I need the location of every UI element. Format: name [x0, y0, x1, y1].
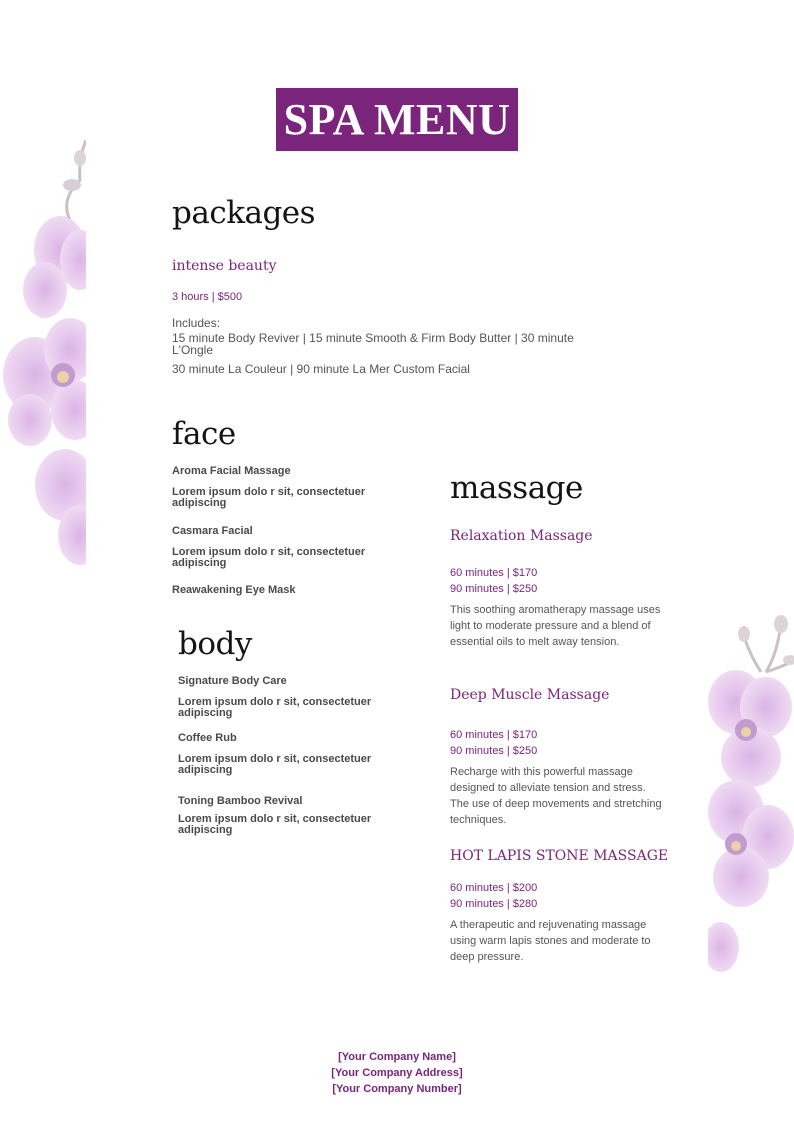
face-item-title: Casmara Facial [172, 525, 253, 537]
massage-item-price: 90 minutes | $250 [450, 583, 538, 595]
package-includes-line1: 15 minute Body Reviver | 15 minute Smooth & Firm Body Butter | 30 minute L'Ongle [172, 331, 574, 357]
body-item-desc: Lorem ipsum dolo r sit, consectetuer adipiscing [178, 753, 372, 776]
packages-heading: packages [172, 195, 316, 231]
orchid-left-decoration [0, 140, 90, 565]
face-item-title: Reawakening Eye Mask [172, 584, 296, 596]
body-item-title: Toning Bamboo Revival [178, 795, 303, 807]
package-includes-line2: 30 minute La Couleur | 90 minute La Mer Custom Facial [172, 362, 470, 376]
package-name: intense beauty [172, 258, 277, 274]
package-includes-label: Includes: [172, 316, 221, 330]
massage-item-price: 60 minutes | $200 [450, 882, 538, 894]
body-item-desc: Lorem ipsum dolo r sit, consectetuer adipiscing [178, 813, 372, 836]
body-item-title: Coffee Rub [178, 732, 237, 744]
massage-item-price: 60 minutes | $170 [450, 567, 538, 579]
orchid-right-decoration [706, 612, 794, 972]
footer-company-address: [Your Company Address] [331, 1067, 463, 1079]
footer-company-name: [Your Company Name] [338, 1051, 456, 1063]
massage-item-desc: Recharge with this powerful massage designed to alleviate tension and stress. The use of deep movements and stretching techniques. [450, 766, 662, 826]
title-banner [276, 88, 518, 151]
face-heading: face [172, 416, 236, 452]
body-heading: body [178, 626, 252, 662]
face-item-desc: Lorem ipsum dolo r sit, consectetuer adipiscing [172, 486, 366, 509]
face-item-title: Aroma Facial Massage [172, 465, 291, 477]
massage-item-name: HOT LAPIS STONE MASSAGE [450, 848, 669, 864]
massage-item-name: Deep Muscle Massage [450, 687, 610, 703]
body-item-title: Signature Body Care [178, 675, 287, 687]
package-price: 3 hours | $500 [172, 291, 243, 303]
face-item-desc: Lorem ipsum dolo r sit, consectetuer adipiscing [172, 546, 366, 569]
massage-item-price: 90 minutes | $280 [450, 898, 538, 910]
body-item-desc: Lorem ipsum dolo r sit, consectetuer adipiscing [178, 696, 372, 719]
massage-item-price: 60 minutes | $170 [450, 729, 538, 741]
massage-item-desc: A therapeutic and rejuvenating massage using warm lapis stones and moderate to deep pressure. [450, 919, 651, 963]
massage-item-desc: This soothing aromatherapy massage uses light to moderate pressure and a blend of essential oils to melt away tension. [450, 604, 661, 648]
footer-company-number: [Your Company Number] [332, 1083, 462, 1095]
massage-item-price: 90 minutes | $250 [450, 745, 538, 757]
massage-heading: massage [450, 470, 583, 506]
massage-item-name: Relaxation Massage [450, 528, 593, 544]
page-title: SPA MENU [283, 95, 511, 144]
